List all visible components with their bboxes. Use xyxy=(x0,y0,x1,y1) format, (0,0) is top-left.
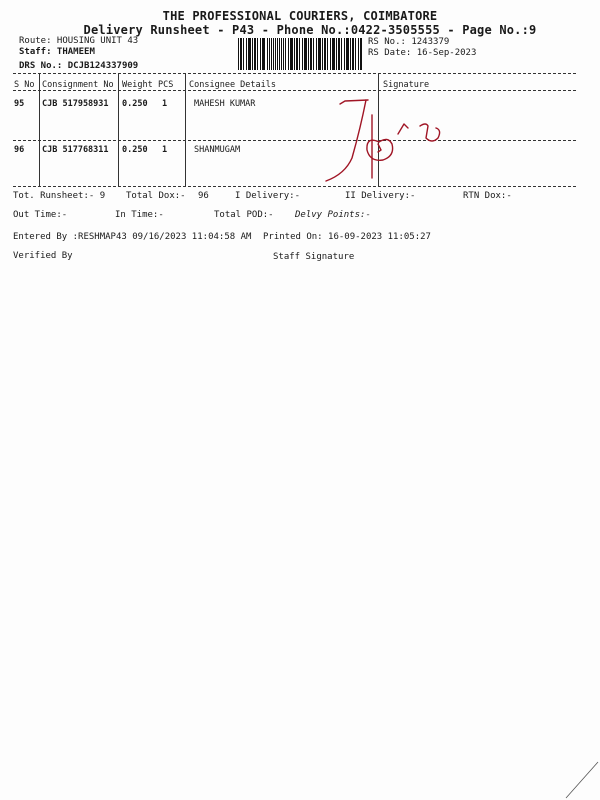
entered-by: Entered By :RESHMAP43 09/16/2023 11:04:58 AM xyxy=(13,232,252,242)
row-consignee: MAHESH KUMAR xyxy=(194,99,256,109)
row-weight: 0.250 xyxy=(122,145,148,155)
row-consignment: CJB 517958931 xyxy=(42,99,109,109)
in-time: In Time:- xyxy=(115,210,164,220)
scan-corner-mark xyxy=(560,760,600,800)
staff-label: Staff: THAMEEM xyxy=(19,47,95,57)
col-header-consignee: Consignee Details xyxy=(189,80,276,90)
row-sno: 96 xyxy=(14,145,25,155)
drs-number: DRS No.: DCJB124337909 xyxy=(19,61,139,71)
runsheet-title: Delivery Runsheet - P43 - Phone No.:0422-3505555 - Page No.:9 xyxy=(83,23,537,37)
total-pod: Total POD:- xyxy=(214,210,274,220)
rtn-dox: RTN Dox:- xyxy=(463,191,512,201)
col-header-consignment: Consignment No xyxy=(42,80,114,90)
total-dox-value: 96 xyxy=(198,191,209,201)
col-header-sno: S No xyxy=(14,80,35,90)
row-pcs: 1 xyxy=(162,145,168,155)
staff-signature: Staff Signature xyxy=(273,252,355,262)
row-weight: 0.250 xyxy=(122,99,148,109)
col-header-weight: Weight xyxy=(122,80,153,90)
row-consignee: SHANMUGAM xyxy=(194,145,241,155)
company-name: THE PROFESSIONAL COURIERS, COIMBATORE xyxy=(162,9,438,23)
ii-delivery: II Delivery:- xyxy=(345,191,416,201)
out-time: Out Time:- xyxy=(13,210,68,220)
rs-date: RS Date: 16-Sep-2023 xyxy=(368,48,477,58)
rs-number: RS No.: 1243379 xyxy=(368,37,450,47)
i-delivery: I Delivery:- xyxy=(235,191,301,201)
verified-by: Verified By xyxy=(13,251,73,261)
row-consignment: CJB 517768311 xyxy=(42,145,109,155)
row-sno: 95 xyxy=(14,99,25,109)
total-dox-label: Total Dox:- xyxy=(126,191,186,201)
delvy-points: Delvy Points:- xyxy=(295,210,371,220)
row-pcs: 1 xyxy=(162,99,168,109)
route-label: Route: HOUSING UNIT 43 xyxy=(19,36,139,46)
col-header-pcs: PCS xyxy=(158,80,174,90)
tot-runsheet: Tot. Runsheet:- 9 xyxy=(13,191,106,201)
col-header-signature: Signature xyxy=(383,80,430,90)
printed-on: Printed On: 16-09-2023 11:05:27 xyxy=(263,232,431,242)
